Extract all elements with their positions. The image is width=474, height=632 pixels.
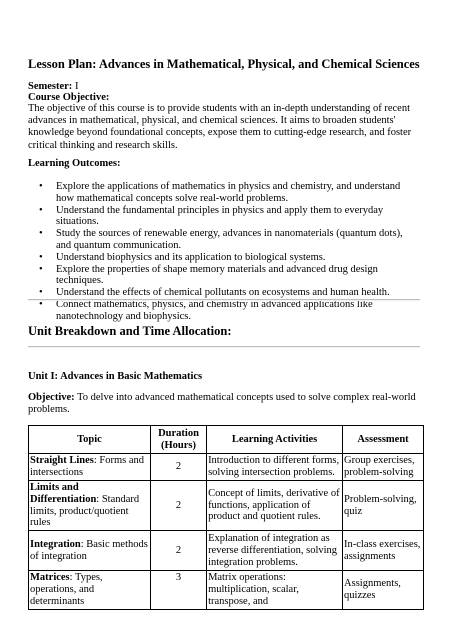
course-objective-text: The objective of this course is to provide students with an in-depth understanding of recent advances in mathematical, physical, and chemical sciences. It aims to broaden students' knowledge beyond foundational concepts, expose them to cutting-edge research, and foster critical thinking and research skills. [28,103,412,151]
cell-assessment: Group exercises, problem-solving [343,454,424,481]
cell-duration: 2 [150,531,206,571]
section-divider [28,346,420,348]
table-row [29,454,424,481]
table-row [29,571,424,609]
cell-assessment: Assignments, quizzes [343,571,424,609]
topic-name: Limits and Differentiation [30,482,97,505]
unit1-objective [28,392,420,416]
cell-topic [29,531,151,571]
cell-activities: Introduction to different forms, solving intersection problems. [207,454,343,481]
cell-assessment: Problem-solving, quiz [343,481,424,531]
semester-label: Semester: [28,81,73,92]
topic-name: Straight Lines [30,455,94,467]
list-item: • Study the sources of renewable energy, advances in nanomaterials (quantum dots), and quantum communication. [28,228,420,252]
list-item: • Understand biophysics and its application to biological systems. [28,252,420,264]
cell-duration: 3 [150,571,206,609]
list-item: • Understand the effects of chemical pollutants on ecosystems and human health. [28,287,420,299]
page-title: Lesson Plan: Advances in Mathematical, Physical, and Chemical Sciences [28,57,420,71]
cell-duration: 2 [150,454,206,481]
topic-detail: : Basic methods of integration [30,538,148,562]
objective-label: Objective: [28,392,75,403]
list-item: • Connect mathematics, physics, and chemistry in advanced applications like nanotechnology and biophysics. [28,299,420,323]
header-assessment: Assessment [343,426,424,454]
table-header-row [29,426,424,454]
topic-detail: : Standard limits, product/quotient rules [30,493,140,529]
cell-topic [29,454,151,481]
semester-value: I [74,81,79,92]
cell-topic [29,571,151,609]
topic-detail: : Types, operations, and determinants [30,572,103,607]
list-item: • Explore the properties of shape memory materials and advanced drug design techniques. [28,264,420,288]
objective-text: To delve into advanced mathematical concepts used to solve complex real-world problems. [28,392,416,416]
topic-name: Matrices [30,572,70,584]
cell-topic [29,481,151,531]
topic-detail: : Forms and intersections [30,455,145,478]
semester-line [28,81,78,92]
list-item: • Understand the fundamental principles in physics and apply them to everyday situations. [28,205,420,229]
cell-activities: Matrix operations: multiplication, scalar, transpose, and [207,571,343,609]
cell-activities: Concept of limits, derivative of functions, application of product and quotient rules. [207,481,343,531]
course-objective-heading: Course Objective: [28,92,110,103]
cell-activities: Explanation of integration as reverse differentiation, solving integration problems. [207,531,343,571]
unit-breakdown-heading: Unit Breakdown and Time Allocation: [28,324,232,338]
table-row [29,531,424,571]
topic-name: Integration [30,538,81,550]
header-activities: Learning Activities [207,426,343,454]
unit1-heading: Unit I: Advances in Basic Mathematics [28,371,203,382]
header-duration: Duration (Hours) [150,426,206,454]
cell-assessment: In-class exercises, assignments [343,531,424,571]
unit1-table [28,425,424,610]
cell-duration: 2 [150,481,206,531]
learning-outcomes-list [28,181,420,323]
list-item: • Explore the applications of mathematics in physics and chemistry, and understand how mathematical concepts solve real-world problems. [28,181,420,205]
table-row [29,481,424,531]
learning-outcomes-heading: Learning Outcomes: [28,158,121,169]
header-topic: Topic [29,426,151,454]
section-divider [28,299,420,301]
